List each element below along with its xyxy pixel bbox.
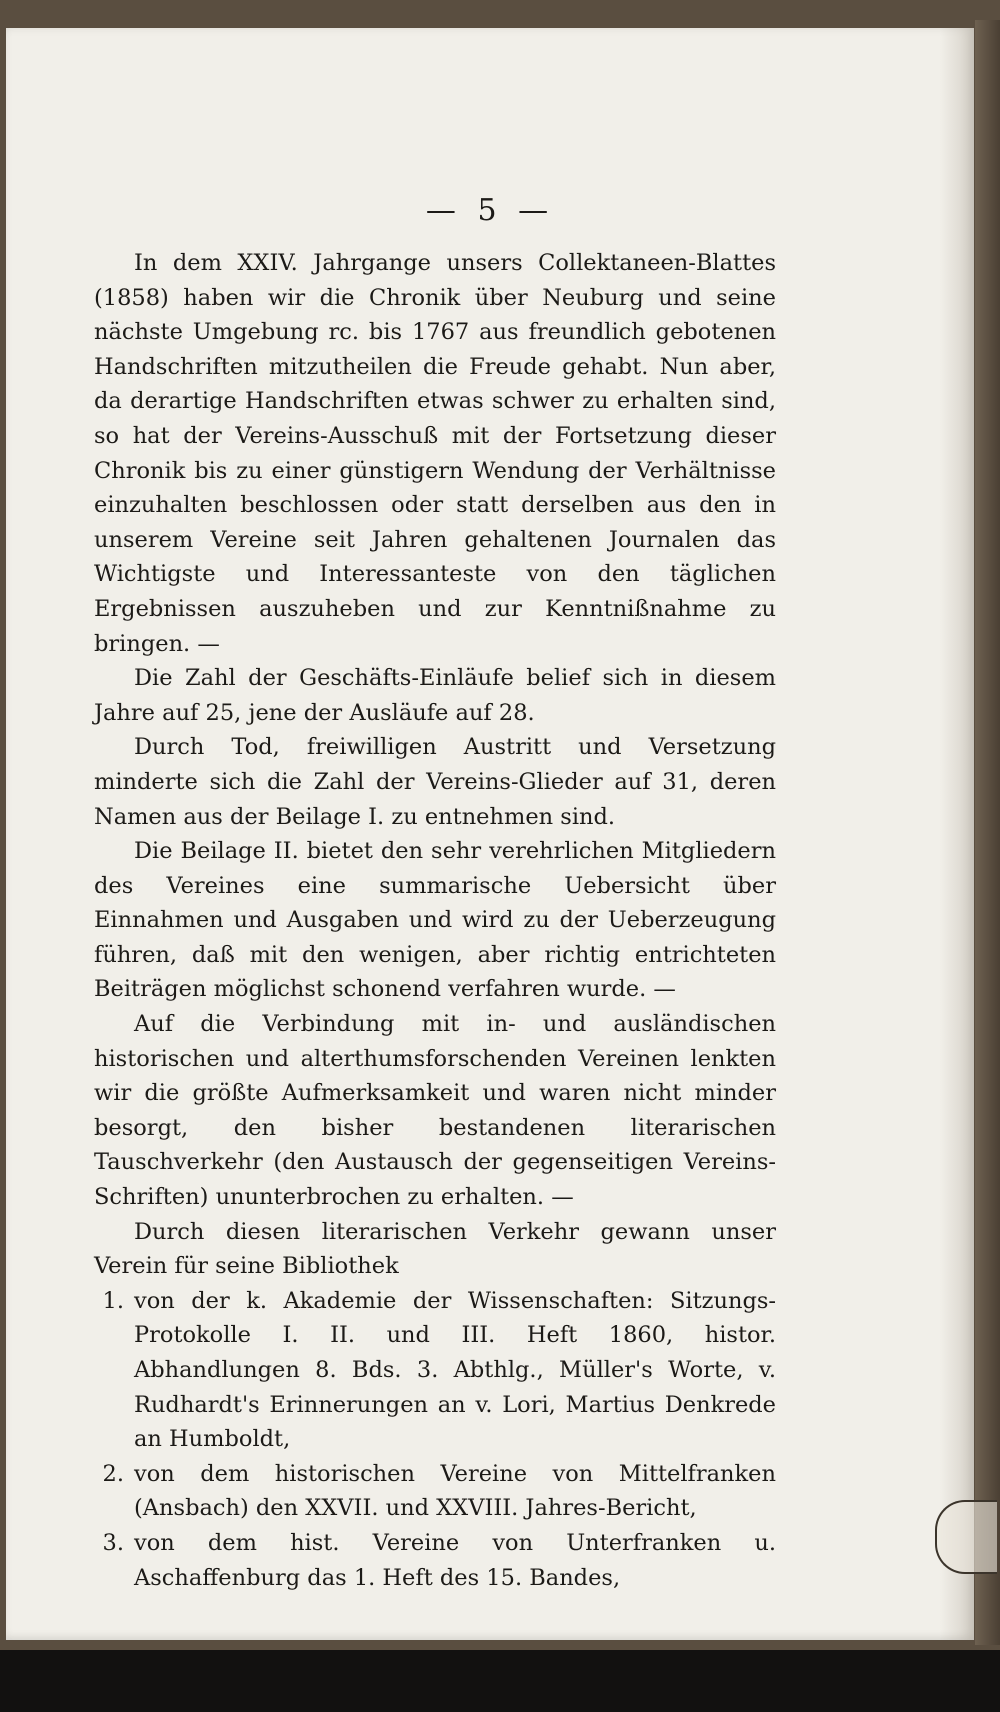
paragraph: Durch Tod, freiwilligen Austritt und Versetzung minderte sich die Zahl der Vereins-Glieder auf 31, deren Namen aus der Beilage I. zu entnehmen sind. <box>94 734 776 830</box>
paragraph: In dem XXIV. Jahrgange unsers Collektaneen-Blattes (1858) haben wir die Chronik über Neuburg und seine nächste Umgebung rc. bis 1767 aus freundlich gebotenen Handschriften mitzutheilen die Freude gehabt. Nun aber, da derartige Handschriften etwas schwer zu erhalten sind, so hat der Vereins-Ausschuß mit der Fortsetzung dieser Chronik bis zu einer günstigern Wendung der Verhältnisse einzuhalten beschlossen oder statt derselben aus den in unserem Vereine seit Jahren gehaltenen Journalen das Wichtigste und Interessanteste von den täglichen Ergebnissen auszuheben und zur Kenntnißnahme zu bringen. — <box>94 250 776 657</box>
paragraph: Die Beilage II. bietet den sehr verehrlichen Mitgliedern des Vereines eine summarische Uebersicht über Einnahmen und Ausgaben und wird zu der Ueberzeugung führen, daß mit den wenigen, aber richtig entrichteten Beiträgen möglichst schonend verfahren wurde. — <box>94 838 776 1003</box>
scan-background <box>0 1650 1000 1712</box>
book-page <box>6 28 974 1640</box>
list-item <box>94 1457 776 1526</box>
book-cover-edge <box>975 20 1000 1645</box>
list-item-text: von dem historischen Vereine von Mittelfranken (Ansbach) den XXVII. und XXVIII. Jahres-Bericht, <box>134 1460 776 1522</box>
list-item-number: 3. <box>102 1529 124 1556</box>
list-item-number: 2. <box>102 1460 124 1487</box>
list-item-number: 1. <box>102 1287 124 1314</box>
paragraph: Durch diesen literarischen Verkehr gewann unser Verein für seine Bibliothek <box>94 1218 776 1280</box>
list-item <box>94 1284 776 1457</box>
page-number: — 5 — <box>425 193 555 228</box>
page-edge-shadow <box>940 28 974 1640</box>
list-item-text: von dem hist. Vereine von Unterfranken u. Aschaffenburg das 1. Heft des 15. Bandes, <box>134 1529 776 1591</box>
body-text <box>94 246 776 1595</box>
paragraph: Die Zahl der Geschäfts-Einläufe belief sich in diesem Jahre auf 25, jene der Ausläufe auf 28. <box>94 665 776 726</box>
page-clip <box>935 1500 997 1574</box>
list-item-text: von der k. Akademie der Wissenschaften: Sitzungs-Protokolle I. II. und III. Heft 1860, histor. Abhandlungen 8. Bds. 3. Abthlg., Müller's Worte, v. Rudhardt's Erinnerungen an v. Lori, Martius Denkrede an Humboldt, <box>134 1287 776 1453</box>
acquisitions-list <box>94 1284 776 1595</box>
list-item <box>94 1526 776 1595</box>
paragraph: Auf die Verbindung mit in- und ausländischen historischen und alterthumsforschenden Vereinen lenkten wir die größte Aufmerksamkeit und waren nicht minder besorgt, den bisher bestandenen literarischen Tauschverkehr (den Austausch der gegenseitigen Vereins-Schriften) ununterbrochen zu erhalten. — <box>94 1011 776 1211</box>
